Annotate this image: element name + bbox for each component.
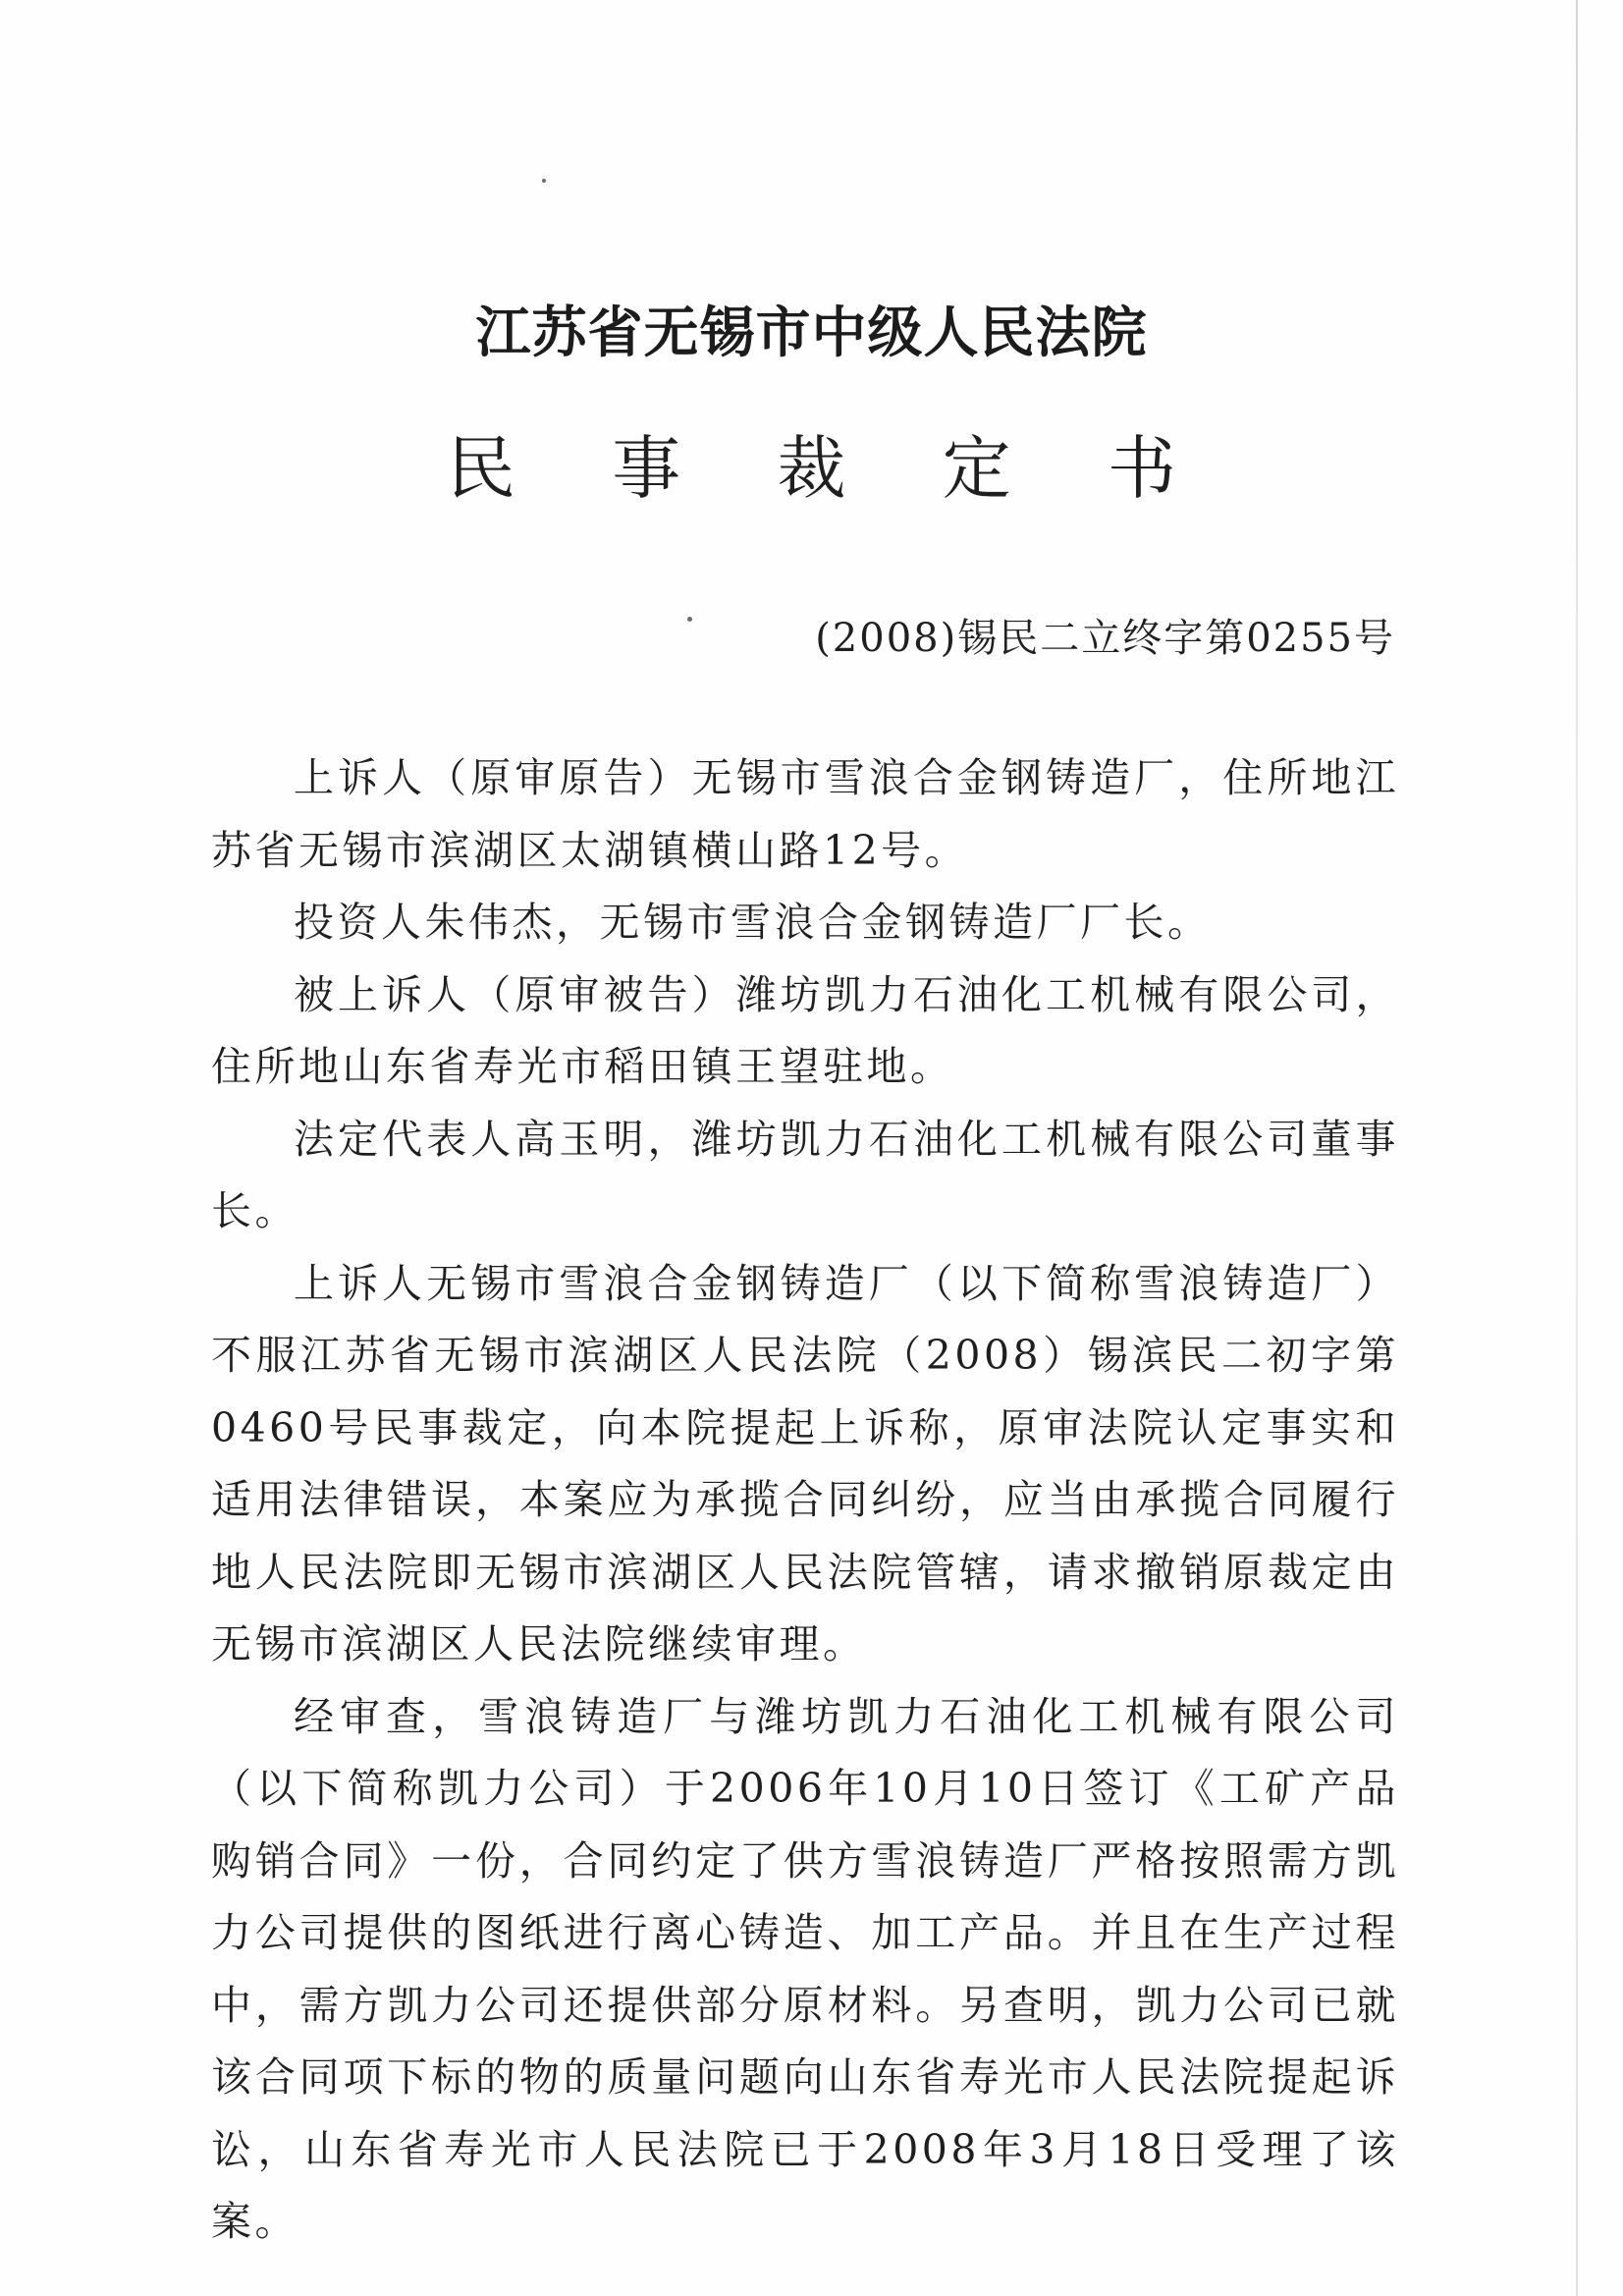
paragraph-appellee-representative: 法定代表人高玉明，潍坊凯力石油化工机械有限公司董事长。 bbox=[211, 1115, 1399, 1234]
case-number: (2008)锡民二立终字第0255号 bbox=[815, 616, 1395, 661]
scan-speck bbox=[542, 179, 546, 183]
paragraph-appellee: 被上诉人（原审被告）潍坊凯力石油化工机械有限公司，住所地山东省寿光市稻田镇王望驻地。 bbox=[211, 970, 1399, 1090]
paragraph-appellant: 上诉人（原审原告）无锡市雪浪合金钢铸造厂，住所地江苏省无锡市滨湖区太湖镇横山路12号。 bbox=[211, 754, 1399, 874]
court-name-heading: 江苏省无锡市中级人民法院 bbox=[475, 301, 1148, 365]
ruling-body bbox=[211, 742, 1399, 2259]
paragraph-appellant-investor: 投资人朱伟杰，无锡市雪浪合金钢铸造厂厂长。 bbox=[294, 899, 1212, 946]
scan-speck bbox=[687, 617, 692, 622]
document-type-title: 民 事 裁 定 书 bbox=[446, 428, 1214, 509]
paragraph-findings: 经审查，雪浪铸造厂与潍坊凯力石油化工机械有限公司（以下简称凯力公司）于2006年10月10日签订《工矿产品购销合同》一份，合同约定了供方雪浪铸造厂严格按照需方凯力公司提供的图纸进行离心铸造、加工产品。并且在生产过程中，需方凯力公司还提供部分原材料。另查明，凯力公司已就该合同项下标的物的质量问题向山东省寿光市人民法院提起诉讼，山东省寿光市人民法院已于2008年3月18日受理了该案。 bbox=[211, 1692, 1399, 2245]
paragraph-appeal-claims: 上诉人无锡市雪浪合金钢铸造厂（以下简称雪浪铸造厂）不服江苏省无锡市滨湖区人民法院（2008）锡滨民二初字第0460号民事裁定，向本院提起上诉称，原审法院认定事实和适用法律错误，本案应为承揽合同纠纷，应当由承揽合同履行地人民法院即无锡市滨湖区人民法院管辖，请求撤销原裁定由无锡市滨湖区人民法院继续审理。 bbox=[211, 1259, 1399, 1667]
